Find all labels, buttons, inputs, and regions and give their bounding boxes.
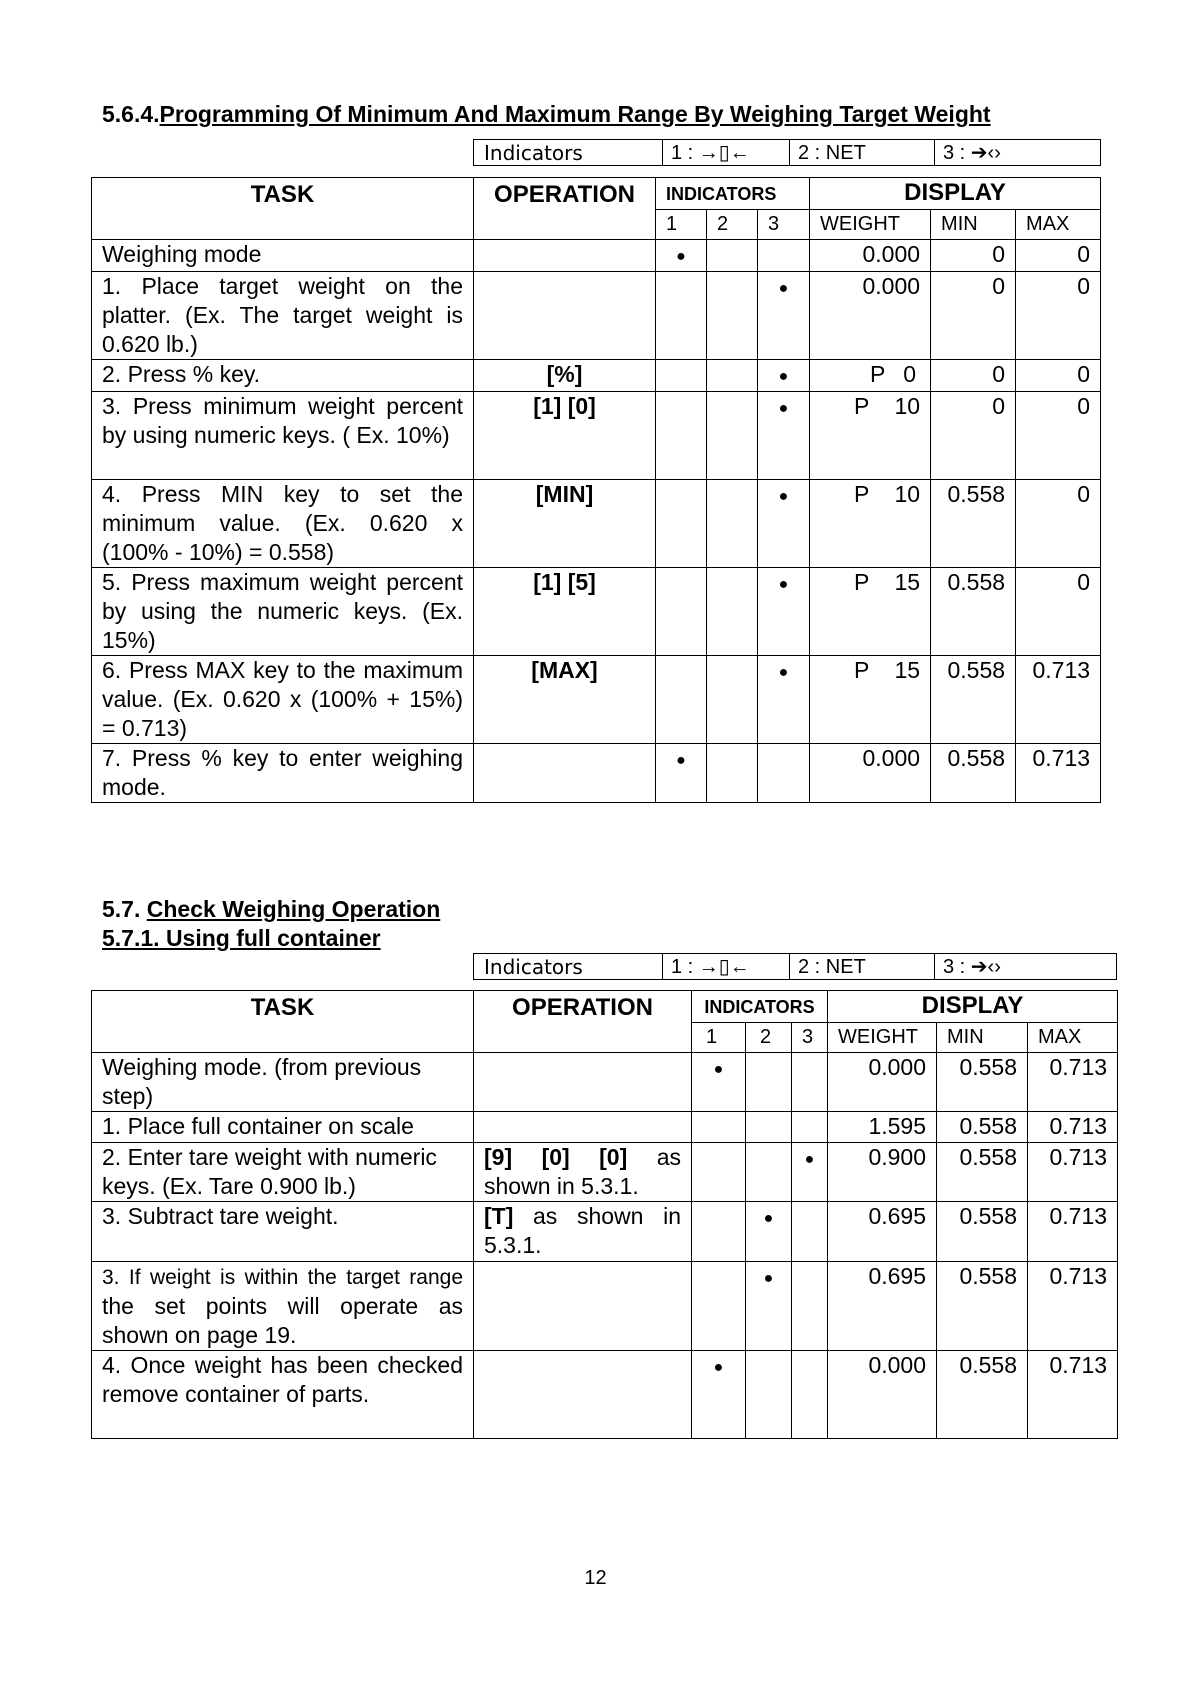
operation-cell: [MAX] — [474, 656, 656, 744]
prefix-p: P — [854, 569, 870, 595]
max-cell: 0 — [1016, 568, 1101, 656]
task-lead-text: 3. If weight is within the target range — [102, 1266, 463, 1289]
operation-cell — [474, 1112, 692, 1143]
indicator-1-cell — [656, 568, 707, 656]
prefix-p: P — [854, 393, 870, 419]
table-row — [92, 1262, 1118, 1351]
weight-value: 0 — [903, 361, 917, 387]
table-row — [92, 744, 1101, 803]
task-cell: 3. Press minimum weight percent by using numeric keys. ( Ex. 10%) — [92, 392, 474, 480]
section-57-number: 5.7. — [102, 896, 141, 922]
min-cell: 0 — [931, 272, 1016, 360]
weight-header: WEIGHT — [828, 1023, 937, 1053]
operation-cell — [474, 272, 656, 360]
operation-keys: [T] — [484, 1203, 514, 1229]
task-cell: Weighing mode — [92, 240, 474, 272]
indicator-2-cell — [707, 480, 758, 568]
indicator-1-cell — [692, 1202, 746, 1262]
max-header: MAX — [1016, 210, 1101, 240]
operation-note: as shown in 5.3.1. — [484, 1203, 681, 1258]
operation-cell — [474, 1053, 692, 1112]
table-row — [92, 240, 1101, 272]
display-header: DISPLAY — [828, 991, 1118, 1023]
task-cell: 7. Press % key to enter weighing mode. — [92, 744, 474, 803]
indicator-2-cell — [746, 1351, 792, 1439]
indicator-1-cell: ● — [692, 1351, 746, 1439]
indicator-3-cell — [758, 240, 810, 272]
task-cell: 2. Enter tare weight with numeric keys. (Ex. Tare 0.900 lb.) — [92, 1143, 474, 1202]
check-weighing-table — [91, 990, 1118, 1439]
indicator-3-cell — [792, 1351, 828, 1439]
section-571-number: 5.7.1. — [102, 925, 160, 951]
task-header: TASK — [92, 991, 474, 1053]
operation-cell — [474, 1143, 692, 1202]
indicator-2-legend: 2 : NET — [790, 954, 935, 980]
task-cell: Weighing mode. (from previous step) — [92, 1053, 474, 1112]
task-cell: 1. Place target weight on the platter. (Ex. The target weight is 0.620 lb.) — [92, 272, 474, 360]
task-cell: 3. Subtract tare weight. — [92, 1202, 474, 1262]
operation-cell: [1] [0] — [474, 392, 656, 480]
indicator-1-cell — [692, 1112, 746, 1143]
min-cell: 0.558 — [931, 480, 1016, 568]
weight-cell — [810, 240, 931, 272]
indicators-header: INDICATORS — [656, 178, 810, 210]
indicators-legend-label: Indicators — [474, 140, 663, 166]
prefix-p: P — [854, 657, 870, 683]
weight-cell — [810, 744, 931, 803]
section-57-title: Check Weighing Operation — [146, 896, 441, 922]
max-cell: 0.713 — [1028, 1143, 1118, 1202]
weight-value: 15 — [894, 569, 921, 595]
weight-cell: 0.000 — [828, 1053, 937, 1112]
max-cell: 0.713 — [1016, 656, 1101, 744]
table-row — [92, 1143, 1118, 1202]
table-row — [92, 1351, 1118, 1439]
max-cell: 0 — [1016, 240, 1101, 272]
table-row — [92, 1112, 1118, 1143]
indicator-2-cell — [707, 240, 758, 272]
indicator-3-legend: 3 : ➔‹› — [935, 954, 1117, 980]
operation-header: OPERATION — [474, 178, 656, 240]
weight-cell — [810, 360, 931, 392]
operation-cell: [%] — [474, 360, 656, 392]
indicator-2-cell — [707, 360, 758, 392]
indicator-1-cell: ● — [656, 240, 707, 272]
indicator-1-header: 1 — [656, 210, 707, 240]
indicator-3-cell: ● — [758, 360, 810, 392]
indicator-2-cell: ● — [746, 1202, 792, 1262]
weight-value: 0.000 — [862, 241, 921, 267]
task-cell: 6. Press MAX key to the maximum value. (Ex. 0.620 x (100% + 15%) = 0.713) — [92, 656, 474, 744]
indicator-1-legend: 1 : →▯← — [663, 140, 790, 166]
indicator-1-cell — [656, 272, 707, 360]
max-cell: 0.713 — [1028, 1262, 1118, 1351]
operation-cell — [474, 744, 656, 803]
weight-value: 10 — [894, 481, 921, 507]
weight-cell — [810, 656, 931, 744]
weight-header: WEIGHT — [810, 210, 931, 240]
weight-cell: 0.695 — [828, 1262, 937, 1351]
operation-cell — [474, 1351, 692, 1439]
section-571-title: Using full container — [165, 925, 381, 951]
indicator-1-header: 1 — [692, 1023, 746, 1053]
table-row — [92, 568, 1101, 656]
weight-cell: 0.000 — [828, 1351, 937, 1439]
operation-keys: [9] [0] [0] — [484, 1144, 628, 1170]
min-cell: 0.558 — [937, 1262, 1028, 1351]
indicator-1-cell — [656, 480, 707, 568]
section-564-number: 5.6.4. — [102, 101, 160, 127]
min-cell: 0.558 — [931, 656, 1016, 744]
indicator-3-header: 3 — [792, 1023, 828, 1053]
indicator-2-header: 2 — [707, 210, 758, 240]
max-cell: 0.713 — [1028, 1202, 1118, 1262]
indicator-2-cell: ● — [746, 1262, 792, 1351]
indicator-3-cell — [792, 1053, 828, 1112]
indicator-1-cell — [692, 1143, 746, 1202]
section-564-heading — [102, 101, 991, 128]
section-571-heading — [102, 925, 381, 952]
indicator-2-cell — [707, 656, 758, 744]
min-header: MIN — [937, 1023, 1028, 1053]
table-row — [92, 656, 1101, 744]
page-number: 12 — [584, 1567, 607, 1589]
indicator-1-cell — [656, 392, 707, 480]
min-cell: 0.558 — [937, 1202, 1028, 1262]
indicator-2-cell — [707, 568, 758, 656]
min-cell: 0.558 — [931, 744, 1016, 803]
prefix-p: P — [870, 361, 886, 387]
task-cell: 4. Press MIN key to set the minimum value. (Ex. 0.620 x (100% - 10%) = 0.558) — [92, 480, 474, 568]
min-cell: 0.558 — [937, 1351, 1028, 1439]
weight-cell — [810, 480, 931, 568]
indicator-3-legend: 3 : ➔‹› — [935, 140, 1101, 166]
weight-cell: 0.695 — [828, 1202, 937, 1262]
task-cell — [92, 1262, 474, 1351]
weight-cell — [810, 568, 931, 656]
min-header: MIN — [931, 210, 1016, 240]
indicator-3-cell — [792, 1112, 828, 1143]
max-cell: 0 — [1016, 272, 1101, 360]
weight-cell: 1.595 — [828, 1112, 937, 1143]
indicators-header: INDICATORS — [692, 991, 828, 1023]
indicator-3-cell — [792, 1262, 828, 1351]
table-row — [92, 272, 1101, 360]
indicator-1-cell — [656, 360, 707, 392]
display-header: DISPLAY — [810, 178, 1101, 210]
weight-value: 0.000 — [862, 745, 921, 771]
max-cell: 0.713 — [1028, 1053, 1118, 1112]
indicator-2-header: 2 — [746, 1023, 792, 1053]
indicator-1-legend: 1 : →▯← — [663, 954, 790, 980]
operation-cell: [1] [5] — [474, 568, 656, 656]
task-cell: 5. Press maximum weight percent by using the numeric keys. (Ex. 15%) — [92, 568, 474, 656]
indicator-3-cell — [792, 1202, 828, 1262]
indicator-1-cell — [692, 1262, 746, 1351]
min-cell: 0.558 — [937, 1143, 1028, 1202]
table-row — [92, 1202, 1118, 1262]
indicators-legend-label: Indicators — [474, 954, 663, 980]
task-cell: 2. Press % key. — [92, 360, 474, 392]
operation-cell — [474, 1262, 692, 1351]
indicator-1-cell: ● — [692, 1053, 746, 1112]
indicator-3-cell: ● — [758, 392, 810, 480]
min-cell: 0.558 — [931, 568, 1016, 656]
weight-value: 15 — [894, 657, 921, 683]
max-cell: 0 — [1016, 480, 1101, 568]
task-cell: 4. Once weight has been checked remove container of parts. — [92, 1351, 474, 1439]
max-header: MAX — [1028, 1023, 1118, 1053]
task-header: TASK — [92, 178, 474, 240]
indicators-legend-2 — [473, 953, 1117, 980]
max-cell: 0.713 — [1016, 744, 1101, 803]
indicators-legend-1 — [473, 139, 1101, 166]
indicator-2-cell — [746, 1143, 792, 1202]
indicator-3-cell: ● — [792, 1143, 828, 1202]
indicator-3-cell: ● — [758, 656, 810, 744]
min-cell: 0 — [931, 240, 1016, 272]
weight-value: 0.000 — [862, 273, 921, 299]
indicator-3-cell: ● — [758, 272, 810, 360]
indicator-2-cell — [707, 744, 758, 803]
min-cell: 0.558 — [937, 1053, 1028, 1112]
min-cell: 0 — [931, 392, 1016, 480]
max-cell: 0 — [1016, 392, 1101, 480]
indicator-2-cell — [746, 1053, 792, 1112]
indicator-3-cell: ● — [758, 568, 810, 656]
indicator-3-header: 3 — [758, 210, 810, 240]
min-cell: 0 — [931, 360, 1016, 392]
weight-cell — [810, 272, 931, 360]
max-cell: 0.713 — [1028, 1351, 1118, 1439]
max-cell: 0.713 — [1028, 1112, 1118, 1143]
indicator-2-cell — [746, 1112, 792, 1143]
operation-cell — [474, 1202, 692, 1262]
section-57-heading — [102, 896, 440, 923]
table-row — [92, 1053, 1118, 1112]
indicator-1-cell: ● — [656, 744, 707, 803]
task-cell: 1. Place full container on scale — [92, 1112, 474, 1143]
operation-cell: [MIN] — [474, 480, 656, 568]
table-row — [92, 392, 1101, 480]
range-programming-table — [91, 177, 1101, 803]
operation-header: OPERATION — [474, 991, 692, 1053]
indicator-3-cell — [758, 744, 810, 803]
indicator-3-cell: ● — [758, 480, 810, 568]
prefix-p: P — [854, 481, 870, 507]
min-cell: 0.558 — [937, 1112, 1028, 1143]
operation-cell — [474, 240, 656, 272]
weight-cell: 0.900 — [828, 1143, 937, 1202]
indicator-2-legend: 2 : NET — [790, 140, 935, 166]
task-text: the set points will operate as shown on page 19. — [102, 1293, 463, 1348]
weight-cell — [810, 392, 931, 480]
table-row — [92, 360, 1101, 392]
weight-value: 10 — [894, 393, 921, 419]
indicator-2-cell — [707, 272, 758, 360]
operation-note: as shown in 5.3.1. — [484, 1144, 681, 1199]
max-cell: 0 — [1016, 360, 1101, 392]
section-564-title: Programming Of Minimum And Maximum Range By Weighing Target Weight — [159, 101, 991, 127]
indicator-1-cell — [656, 656, 707, 744]
indicator-2-cell — [707, 392, 758, 480]
table-row — [92, 480, 1101, 568]
